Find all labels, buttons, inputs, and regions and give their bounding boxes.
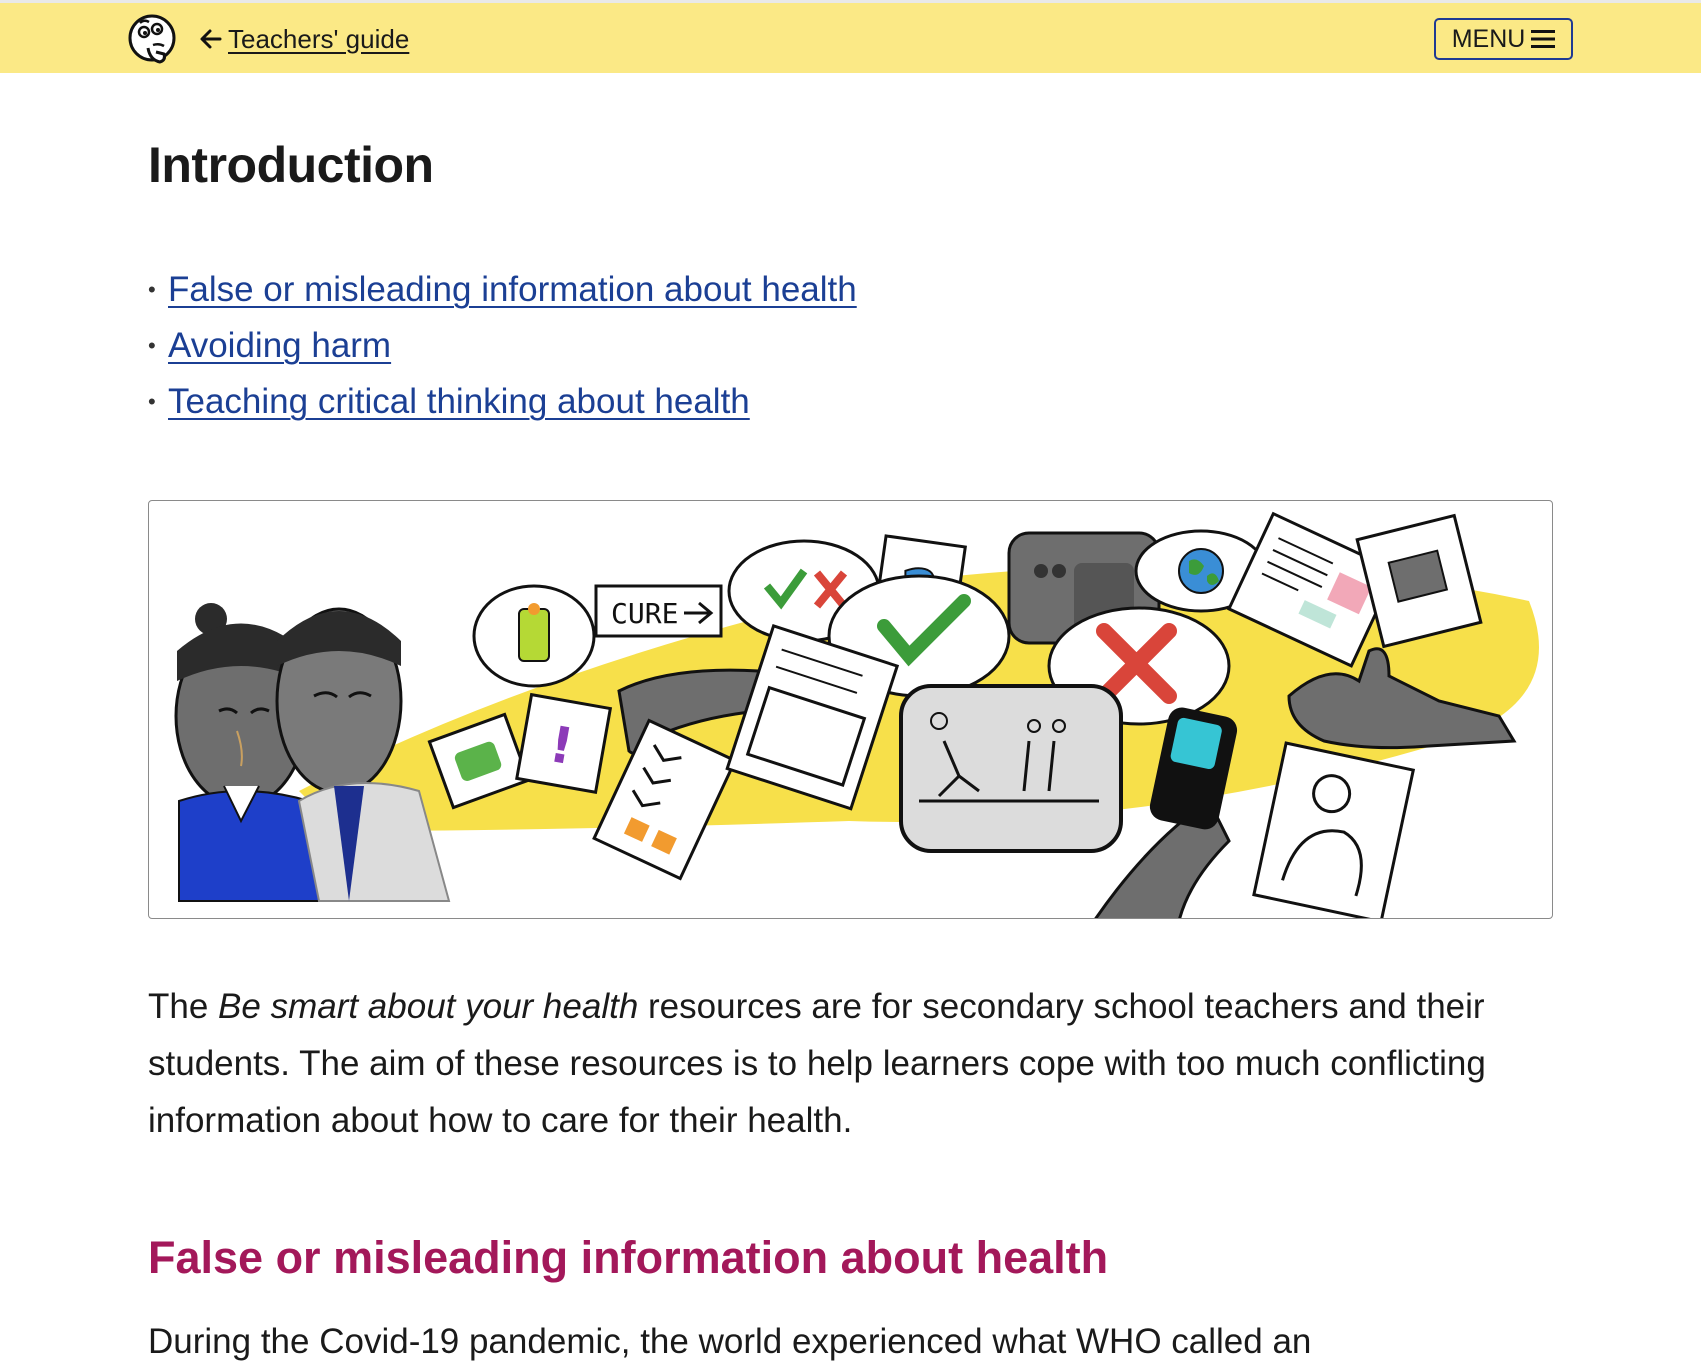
bullet-icon: • <box>148 277 156 302</box>
toc-item <box>148 318 857 374</box>
toc-item <box>148 374 857 430</box>
hero-illustration <box>148 500 1553 919</box>
back-link-label: Teachers' guide <box>228 23 410 54</box>
page-title: Introduction <box>148 137 434 193</box>
intro-text-after: resources are for secondary school teachers and their students. The aim of these resources is to help learners cope with too much conflicting information about how to care for their health. <box>148 987 1486 1140</box>
jar-speech-bubble <box>474 586 594 686</box>
section-paragraph: During the Covid-19 pandemic, the world experienced what WHO called an <box>148 1322 1312 1361</box>
toc-item <box>148 262 857 318</box>
intro-emphasis: Be smart about your health <box>218 987 639 1026</box>
menu-label: MENU <box>1451 24 1526 53</box>
menu-button[interactable] <box>1434 18 1573 60</box>
section-heading-false-information: False or misleading information about health <box>148 1232 1109 1283</box>
toc-link-false-information[interactable]: False or misleading information about health <box>168 270 857 309</box>
intro-paragraph <box>148 978 1568 1149</box>
bullet-icon: • <box>148 333 156 358</box>
thinking-face-logo-icon[interactable] <box>126 12 180 68</box>
intro-text-before: The <box>148 987 219 1026</box>
back-to-teachers-guide-link[interactable] <box>198 21 409 57</box>
toc-link-avoiding-harm[interactable]: Avoiding harm <box>168 326 392 365</box>
exclamation-card <box>517 695 611 793</box>
svg-text:!: ! <box>545 715 578 777</box>
bullet-icon: • <box>148 389 156 414</box>
top-bar <box>0 0 1701 73</box>
arrow-left-icon <box>198 26 224 52</box>
hamburger-icon <box>1531 29 1555 49</box>
tv-screen <box>901 686 1121 851</box>
cure-sign-label: CURE <box>611 597 679 630</box>
cure-sign <box>596 586 721 636</box>
health-information-illustration <box>149 501 1553 919</box>
toc-link-critical-thinking[interactable]: Teaching critical thinking about health <box>168 382 750 421</box>
table-of-contents <box>148 262 857 430</box>
